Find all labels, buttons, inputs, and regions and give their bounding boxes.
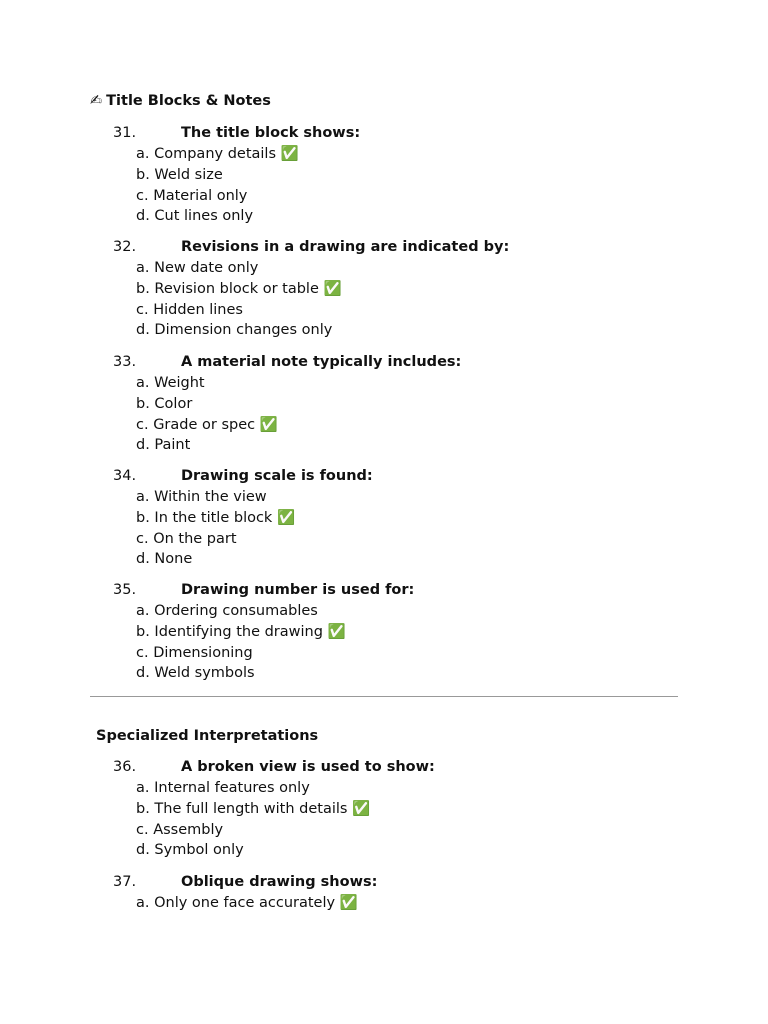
answer-option-d: d. Cut lines only bbox=[136, 208, 254, 225]
question-number: 35. bbox=[113, 582, 137, 598]
answer-options bbox=[113, 373, 713, 456]
answer-option-a: a. New date only bbox=[136, 260, 259, 276]
answer-option-c: c. Hidden lines bbox=[136, 301, 243, 318]
question-34 bbox=[113, 466, 713, 570]
section-heading-specialized bbox=[96, 727, 318, 745]
answer-option-a: a. Internal features only bbox=[136, 780, 310, 796]
answer-option-a: a. Ordering consumables bbox=[136, 603, 318, 619]
question-number: 31. bbox=[113, 125, 137, 141]
question-number: 33. bbox=[113, 354, 137, 370]
answer-options bbox=[113, 144, 713, 227]
answer-option-b: b. Weld size bbox=[136, 166, 223, 183]
answer-option-d: d. None bbox=[136, 551, 193, 568]
question-text: The title block shows: bbox=[181, 125, 361, 141]
question-number: 37. bbox=[113, 874, 137, 890]
question-number: 32. bbox=[113, 239, 137, 255]
writing-hand-icon: ✍ bbox=[90, 93, 103, 109]
question-text: Revisions in a drawing are indicated by: bbox=[181, 239, 510, 255]
section-heading-title-blocks bbox=[90, 92, 271, 110]
question-36 bbox=[113, 757, 713, 861]
answer-options bbox=[113, 601, 713, 684]
answer-option-b: b. The full length with details ✅ bbox=[136, 800, 371, 817]
answer-option-a: a. Weight bbox=[136, 375, 205, 391]
answer-option-a: a. Within the view bbox=[136, 489, 267, 505]
question-text: A material note typically includes: bbox=[181, 354, 462, 370]
answer-options bbox=[113, 258, 713, 341]
question-text: Drawing scale is found: bbox=[181, 468, 373, 484]
answer-option-c: c. On the part bbox=[136, 530, 237, 547]
question-text: Drawing number is used for: bbox=[181, 582, 415, 598]
answer-options bbox=[113, 893, 713, 914]
answer-option-b: b. Color bbox=[136, 395, 193, 412]
answer-option-c: c. Assembly bbox=[136, 821, 224, 838]
answer-options bbox=[113, 487, 713, 570]
question-number: 36. bbox=[113, 759, 137, 775]
answer-option-d: d. Weld symbols bbox=[136, 665, 255, 682]
answer-options bbox=[113, 778, 713, 861]
answer-option-d: d. Dimension changes only bbox=[136, 322, 333, 339]
question-35 bbox=[113, 580, 713, 684]
question-text: A broken view is used to show: bbox=[181, 759, 435, 775]
answer-option-b: b. Revision block or table ✅ bbox=[136, 280, 342, 297]
question-number: 34. bbox=[113, 468, 137, 484]
question-33 bbox=[113, 352, 713, 456]
section-title-text: Title Blocks & Notes bbox=[106, 93, 271, 109]
question-32 bbox=[113, 237, 713, 341]
section-title-text: Specialized Interpretations bbox=[96, 728, 319, 744]
section-divider bbox=[90, 696, 678, 697]
answer-option-c: c. Grade or spec ✅ bbox=[136, 416, 278, 433]
answer-option-d: d. Symbol only bbox=[136, 842, 244, 859]
answer-option-b: b. Identifying the drawing ✅ bbox=[136, 623, 346, 640]
answer-option-c: c. Material only bbox=[136, 187, 248, 204]
answer-option-b: b. In the title block ✅ bbox=[136, 509, 295, 526]
question-37 bbox=[113, 872, 713, 914]
answer-option-a: a. Company details ✅ bbox=[136, 146, 299, 162]
question-31 bbox=[113, 123, 713, 227]
answer-option-d: d. Paint bbox=[136, 437, 191, 454]
answer-option-c: c. Dimensioning bbox=[136, 644, 253, 661]
answer-option-a: a. Only one face accurately ✅ bbox=[136, 895, 358, 911]
question-text: Oblique drawing shows: bbox=[181, 874, 378, 890]
